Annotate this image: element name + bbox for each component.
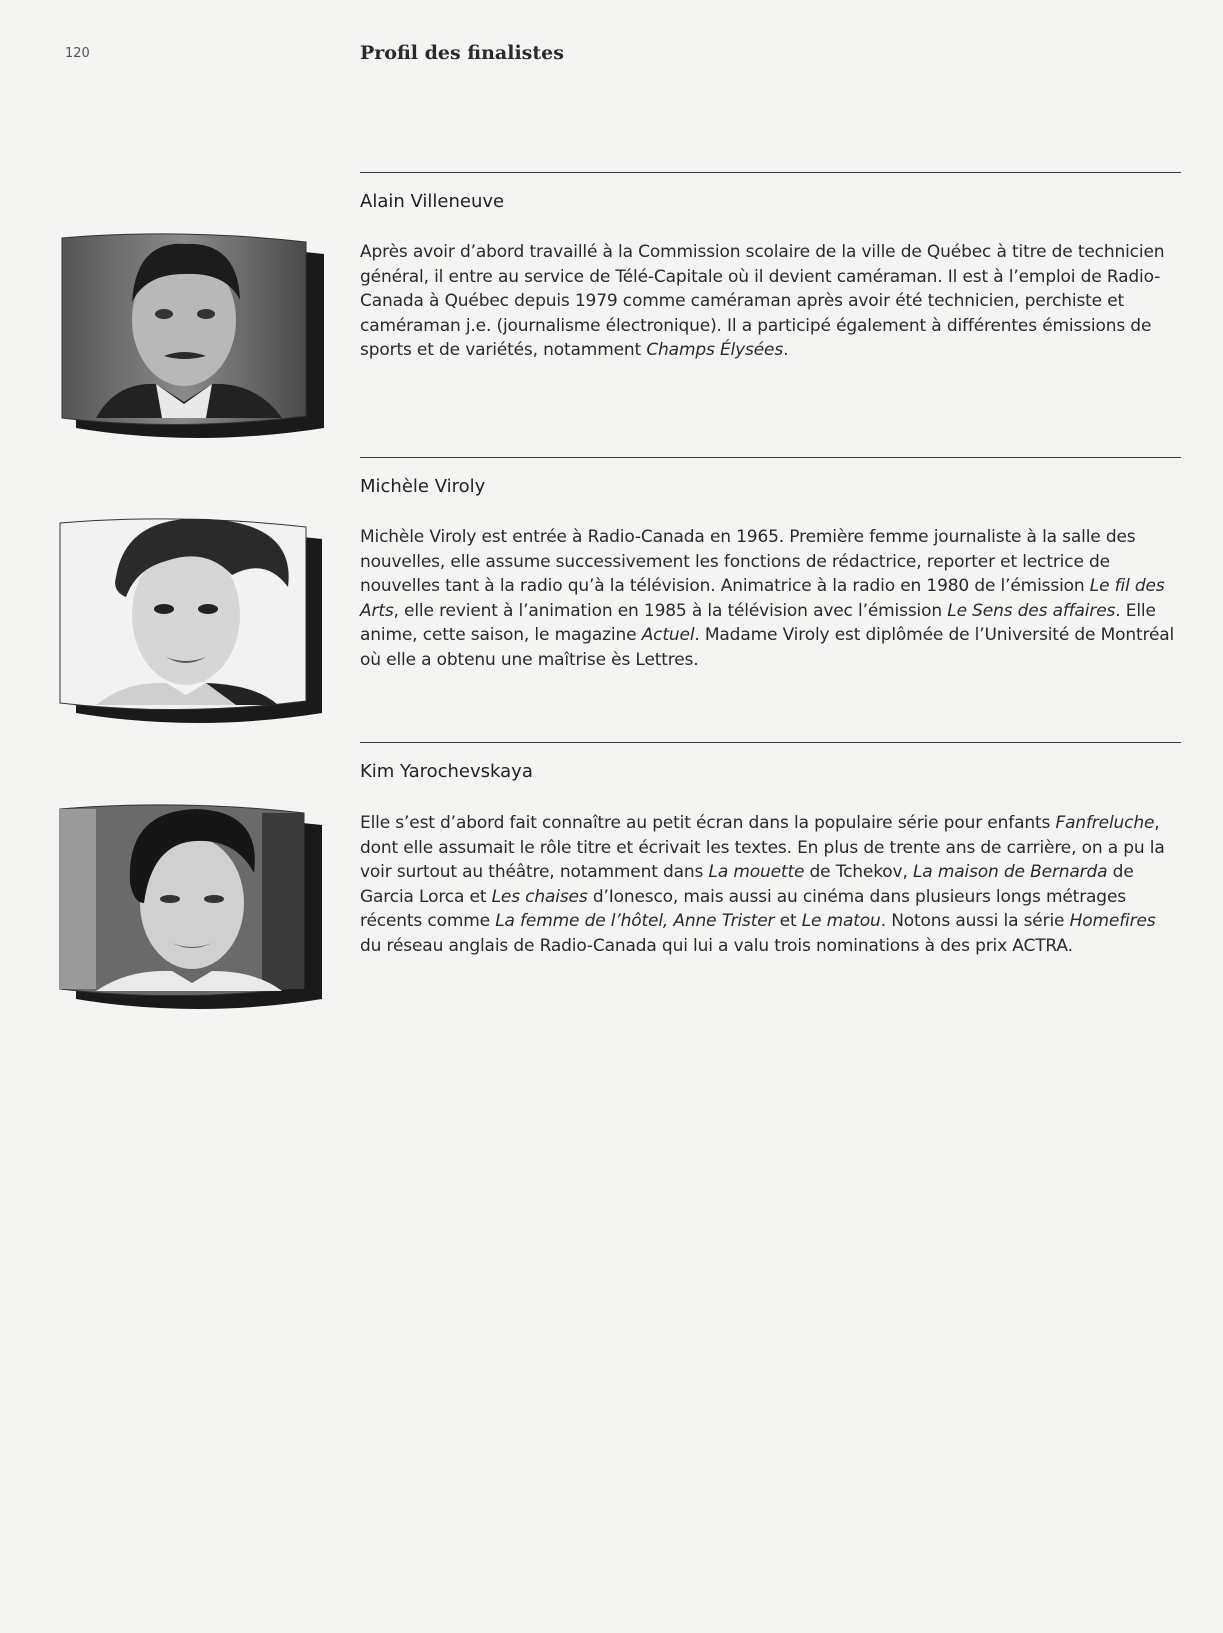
portrait-photo-icon	[56, 803, 326, 1013]
bio-text: Elle s’est d’abord fait connaître au petit écran dans la populaire série pour enfants	[360, 813, 1056, 833]
italic-title: La femme de l’hôtel, Anne Trister	[495, 911, 775, 931]
bio-text: Michèle Viroly est entrée à Radio-Canada en 1965. Première femme journaliste à la salle des nouvelles, elle assume successivement les fonctions de rédactrice, reporter et lectrice de nouvelles tant à la radio qu’à la télévision. Animatrice à la radio en 1980 de l’émission	[360, 527, 1136, 596]
bio-text: Après avoir d’abord travaillé à la Commission scolaire de la ville de Québec à titre de technicien général, il entre au service de Télé-Capitale où il devient caméraman. Il est à l’emploi de Radio-Canada à Québec depuis 1979 comme caméraman après avoir été technicien, perchiste et caméraman j.e. (journalisme électronique). Il a participé également à différentes émissions de sports et de variétés, notamment	[360, 242, 1165, 360]
profile-bio	[360, 811, 1180, 958]
italic-title: La mouette	[708, 862, 805, 882]
bio-text: , elle revient à l’animation en 1985 à la télévision avec l’émission	[393, 600, 948, 621]
italic-title: Actuel	[641, 625, 695, 645]
italic-title: Champs Élysées	[646, 340, 784, 360]
italic-title: Les chaises	[491, 886, 588, 907]
italic-title: Fanfreluche	[1055, 813, 1155, 833]
italic-title: La maison de Bernarda	[912, 862, 1108, 882]
bio-text: du réseau anglais de Radio-Canada qui lui a valu trois nominations à des prix ACTRA.	[360, 935, 1073, 956]
profile-bio	[360, 240, 1180, 363]
bio-text: .	[783, 340, 789, 360]
bio-text: . Elle anime, cette saison, le magazine	[360, 600, 1156, 645]
profile-name: Alain Villeneuve	[360, 191, 505, 212]
bio-text: . Madame Viroly est diplômée de l’Université de Montréal où elle a obtenu une maîtrise ès Lettres.	[360, 625, 1175, 670]
page-number: 120	[65, 46, 90, 61]
profile-name: Kim Yarochevskaya	[360, 761, 533, 782]
italic-title: Homefires	[1069, 911, 1156, 931]
italic-title: Le fil des Arts	[360, 576, 1165, 621]
italic-title: Le Sens des affaires	[947, 600, 1116, 621]
bio-text: et	[774, 911, 802, 931]
italic-title: Le matou	[801, 911, 881, 931]
bio-text: . Notons aussi la série	[880, 911, 1070, 931]
bio-text: d’Ionesco, mais aussi au cinéma dans plusieurs longs métrages récents comme	[360, 886, 1126, 931]
portrait-photo-icon	[56, 232, 326, 442]
divider-rule	[360, 172, 1181, 173]
bio-text: , dont elle assumait le rôle titre et écrivait les textes. En plus de trente ans de carrière, on a pu la voir surtout au théâtre, notamment dans	[360, 813, 1165, 882]
portrait-photo-icon	[56, 517, 326, 727]
divider-rule	[360, 742, 1181, 743]
divider-rule	[360, 457, 1181, 458]
profile-name: Michèle Viroly	[360, 476, 486, 497]
profile-bio	[360, 525, 1180, 672]
section-title: Profil des finalistes	[360, 42, 564, 64]
bio-text: de Tchekov,	[804, 862, 913, 882]
bio-text: de Garcia Lorca et	[360, 862, 1134, 907]
